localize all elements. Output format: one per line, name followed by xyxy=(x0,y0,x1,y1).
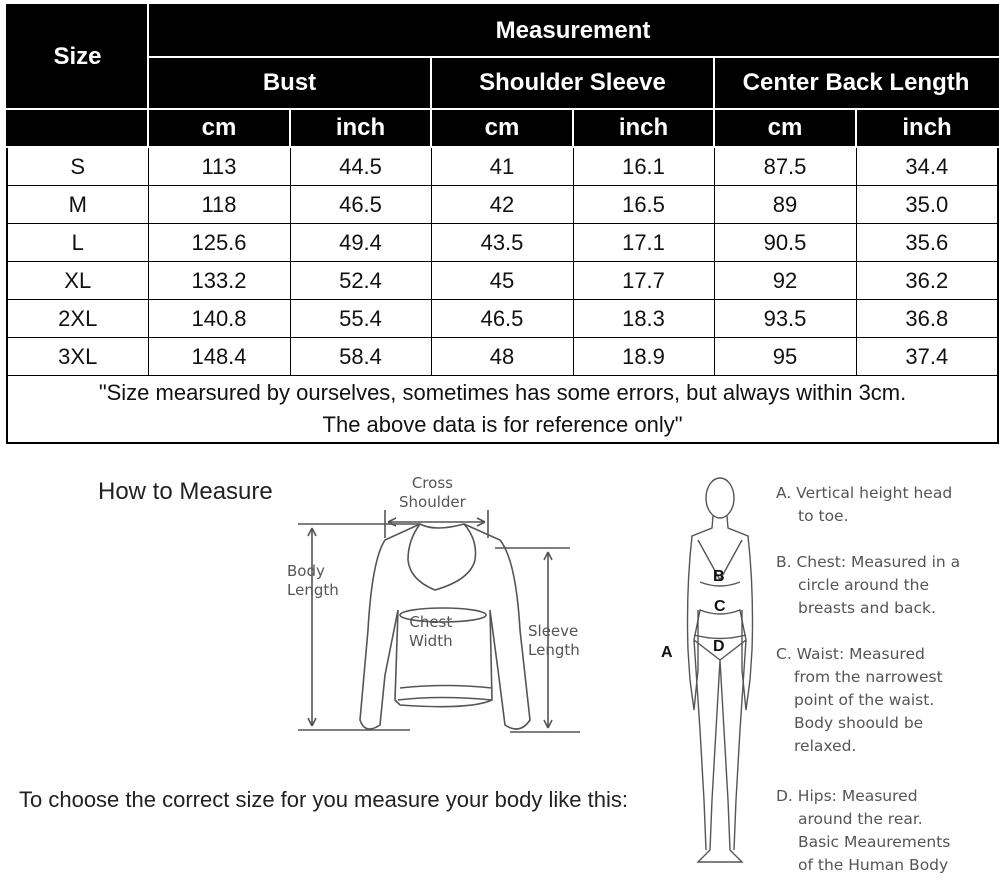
legend-line: point of the waist. xyxy=(794,691,935,709)
unit-header: cm xyxy=(431,109,573,147)
legend-line: breasts and back. xyxy=(798,599,936,617)
size-header: Size xyxy=(7,5,148,109)
measurement-cell: 148.4 xyxy=(148,338,290,376)
legend-line: C. Waist: Measured xyxy=(776,645,925,663)
measurement-cell: 44.5 xyxy=(290,147,431,186)
measurement-cell: 133.2 xyxy=(148,262,290,300)
legend-line: Body shoould be xyxy=(794,714,924,732)
measurement-cell: 89 xyxy=(714,186,856,224)
legend-line: around the rear. xyxy=(798,810,923,828)
unit-header: cm xyxy=(714,109,856,147)
chest-width-label xyxy=(409,613,453,651)
size-cell: XL xyxy=(7,262,148,300)
sleeve-length-label xyxy=(528,622,580,660)
size-header-blank xyxy=(7,109,148,147)
size-cell: M xyxy=(7,186,148,224)
how-to-measure-title: How to Measure xyxy=(98,478,273,505)
measurement-cell: 48 xyxy=(431,338,573,376)
size-cell: L xyxy=(7,224,148,262)
note-line-2: The above data is for reference only" xyxy=(322,412,683,437)
legend-item xyxy=(776,785,950,877)
measurement-cell: 46.5 xyxy=(290,186,431,224)
label-line: Length xyxy=(528,641,580,659)
label-line: Shoulder xyxy=(399,493,466,511)
measurement-cell: 43.5 xyxy=(431,224,573,262)
measurement-cell: 46.5 xyxy=(431,300,573,338)
body-length-label xyxy=(287,562,339,600)
label-line: Chest xyxy=(409,613,453,631)
label-line: Body xyxy=(287,562,325,580)
table-row xyxy=(7,262,998,300)
measurement-cell: 35.0 xyxy=(856,186,998,224)
measurement-cell: 49.4 xyxy=(290,224,431,262)
unit-header: inch xyxy=(856,109,998,147)
unit-header: cm xyxy=(148,109,290,147)
cross-shoulder-label xyxy=(399,474,466,512)
size-cell: S xyxy=(7,147,148,186)
measurement-cell: 18.3 xyxy=(573,300,714,338)
size-cell: 2XL xyxy=(7,300,148,338)
legend-line: relaxed. xyxy=(794,737,857,755)
measurement-cell: 16.1 xyxy=(573,147,714,186)
bust-header: Bust xyxy=(148,57,431,109)
label-line: Length xyxy=(287,581,339,599)
note-row xyxy=(7,376,998,444)
measurement-cell: 95 xyxy=(714,338,856,376)
legend-line: of the Human Body xyxy=(798,856,949,874)
table-row xyxy=(7,300,998,338)
label-line: Cross xyxy=(411,474,453,492)
measurement-cell: 87.5 xyxy=(714,147,856,186)
table-row xyxy=(7,186,998,224)
measurement-cell: 17.7 xyxy=(573,262,714,300)
instruction-text: To choose the correct size for you measure your body like this: xyxy=(19,787,628,812)
measurement-cell: 140.8 xyxy=(148,300,290,338)
measurement-cell: 35.6 xyxy=(856,224,998,262)
note-line-1: "Size mearsured by ourselves, sometimes has some errors, but always within 3cm. xyxy=(98,380,907,405)
measurement-cell: 45 xyxy=(431,262,573,300)
marker-b: B xyxy=(713,568,725,585)
measurement-cell: 17.1 xyxy=(573,224,714,262)
table-row xyxy=(7,338,998,376)
size-chart-table xyxy=(6,4,999,444)
measurement-cell: 42 xyxy=(431,186,573,224)
measurement-cell: 37.4 xyxy=(856,338,998,376)
measurement-cell: 55.4 xyxy=(290,300,431,338)
measurement-cell: 125.6 xyxy=(148,224,290,262)
measurement-cell: 58.4 xyxy=(290,338,431,376)
body-figure xyxy=(670,470,770,882)
marker-a: A xyxy=(661,644,673,661)
label-line: Sleeve xyxy=(528,622,579,640)
measurement-cell: 113 xyxy=(148,147,290,186)
legend-line: B. Chest: Measured in a xyxy=(776,553,961,571)
label-line: Width xyxy=(409,632,453,650)
measurement-cell: 92 xyxy=(714,262,856,300)
measurement-cell: 16.5 xyxy=(573,186,714,224)
measurement-cell: 18.9 xyxy=(573,338,714,376)
marker-d: D xyxy=(713,638,725,655)
measurement-cell: 41 xyxy=(431,147,573,186)
legend-line: Basic Meaurements xyxy=(798,833,951,851)
legend-item xyxy=(776,482,952,528)
legend-line: circle around the xyxy=(798,576,930,594)
marker-c: C xyxy=(714,598,726,615)
legend-line: to toe. xyxy=(798,507,849,525)
measurement-cell: 90.5 xyxy=(714,224,856,262)
legend-line: D. Hips: Measured xyxy=(776,787,918,805)
shoulder-sleeve-header: Shoulder Sleeve xyxy=(431,57,714,109)
measurement-cell: 52.4 xyxy=(290,262,431,300)
legend-item xyxy=(776,643,943,758)
legend-item xyxy=(776,551,960,620)
note xyxy=(7,376,998,444)
measurement-cell: 93.5 xyxy=(714,300,856,338)
unit-header: inch xyxy=(290,109,431,147)
measurement-cell: 34.4 xyxy=(856,147,998,186)
table-row xyxy=(7,147,998,186)
measurement-header: Measurement xyxy=(148,5,998,57)
unit-header: inch xyxy=(573,109,714,147)
measurement-cell: 118 xyxy=(148,186,290,224)
table-row xyxy=(7,224,998,262)
size-cell: 3XL xyxy=(7,338,148,376)
legend-line: A. Vertical height head xyxy=(776,484,953,502)
measurement-cell: 36.8 xyxy=(856,300,998,338)
center-back-length-header: Center Back Length xyxy=(714,57,998,109)
measurement-cell: 36.2 xyxy=(856,262,998,300)
legend-line: from the narrowest xyxy=(794,668,943,686)
